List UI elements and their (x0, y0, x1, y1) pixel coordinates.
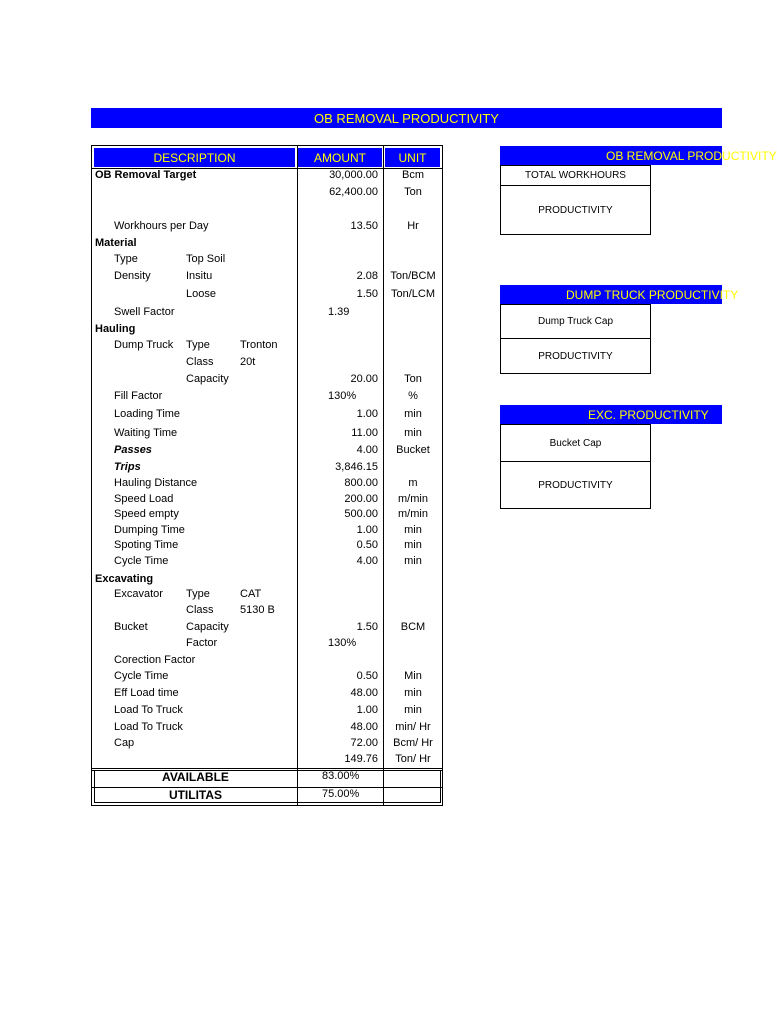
row-description: Trips (114, 461, 141, 473)
row-unit: min (404, 427, 422, 439)
row-unit: Ton/LCM (390, 288, 436, 300)
row-unit: Bcm/ Hr (393, 737, 433, 749)
row-unit: Ton/BCM (390, 270, 436, 282)
row-detail: 5130 B (240, 604, 275, 616)
row-detail: Tronton (240, 339, 278, 351)
footer-border (440, 770, 441, 803)
row-amount: 1.50 (356, 288, 378, 300)
row-unit: min (404, 555, 422, 567)
row-unit: Ton (404, 186, 422, 198)
footer-divider (92, 787, 442, 788)
row-unit: min (404, 524, 422, 536)
row-description: Excavator (114, 588, 163, 600)
row-description: Hauling Distance (114, 477, 198, 489)
row-amount: 4.00 (356, 555, 378, 567)
row-description: Loading Time (114, 408, 181, 420)
row-unit: Hr (407, 220, 419, 232)
row-amount: 30,000.00 (329, 169, 378, 181)
exc-productivity-label: PRODUCTIVITY (538, 479, 613, 491)
row-unit: Bucket (396, 444, 430, 456)
page-title: OB REMOVAL PRODUCTIVITY (91, 108, 722, 128)
row-description: Swell Factor (114, 306, 175, 318)
exc-panel (500, 424, 651, 509)
row-subdescription: Capacity (186, 621, 229, 633)
row-unit: m/min (398, 493, 428, 505)
row-amount: 1.00 (356, 524, 378, 536)
row-amount: 62,400.00 (329, 186, 378, 198)
dump-truck-panel-title: DUMP TRUCK PRODUCTIVITY (500, 285, 722, 304)
footer-amount: 75.00% (322, 788, 360, 800)
row-description: Waiting Time (114, 427, 178, 439)
row-description: Speed empty (114, 508, 179, 520)
ob-productivity-label: PRODUCTIVITY (538, 204, 613, 216)
header-description: DESCRIPTION (94, 148, 295, 167)
row-description: Fill Factor (114, 390, 163, 402)
row-amount: 130% (328, 637, 357, 649)
row-description: Excavating (95, 573, 154, 585)
row-unit: % (408, 390, 418, 402)
row-amount: 149.76 (344, 753, 378, 765)
row-description: Passes (114, 444, 152, 456)
row-description: OB Removal Target (95, 169, 197, 181)
row-detail: CAT (240, 588, 262, 600)
row-unit: Bcm (402, 169, 424, 181)
row-unit: min (404, 539, 422, 551)
footer-amount: 83.00% (322, 770, 360, 782)
row-description: Material (95, 237, 137, 249)
dump-truck-panel (500, 304, 651, 374)
row-detail: 20t (240, 356, 256, 368)
row-amount: 48.00 (350, 687, 378, 699)
row-unit: BCM (400, 621, 426, 633)
row-unit: min (404, 687, 422, 699)
row-subdescription: Loose (186, 288, 216, 300)
row-description: Bucket (114, 621, 148, 633)
row-subdescription: Capacity (186, 373, 229, 385)
row-amount: 0.50 (356, 539, 378, 551)
row-amount: 1.00 (356, 704, 378, 716)
row-description: Dump Truck (114, 339, 174, 351)
row-unit: m (408, 477, 418, 489)
row-amount: 72.00 (350, 737, 378, 749)
row-description: Cycle Time (114, 555, 169, 567)
row-description: Speed Load (114, 493, 174, 505)
row-subdescription: Class (186, 356, 214, 368)
productivity-table (91, 145, 443, 806)
row-subdescription: Type (186, 588, 210, 600)
row-subdescription: Factor (186, 637, 218, 649)
ob-panel-title: OB REMOVAL PRODUCTIVITY (500, 146, 722, 165)
header-amount: AMOUNT (298, 148, 382, 167)
row-description: Workhours per Day (114, 220, 209, 232)
row-amount: 1.39 (328, 306, 350, 318)
row-unit: min/ Hr (395, 721, 431, 733)
row-amount: 800.00 (344, 477, 378, 489)
row-subdescription: Type (186, 339, 210, 351)
row-amount: 20.00 (350, 373, 378, 385)
row-description: Cycle Time (114, 670, 169, 682)
row-description: Load To Truck (114, 721, 183, 733)
footer-border (94, 802, 440, 803)
row-amount: 130% (328, 390, 357, 402)
row-amount: 1.50 (356, 621, 378, 633)
row-unit: Ton/ Hr (395, 753, 431, 765)
row-amount: 3,846.15 (335, 461, 378, 473)
footer-divider (92, 768, 442, 769)
ob-panel (500, 165, 651, 235)
exc-panel-title: EXC. PRODUCTIVITY (500, 405, 722, 424)
row-subdescription: Class (186, 604, 214, 616)
row-unit: m/min (398, 508, 428, 520)
dump-truck-productivity-label: PRODUCTIVITY (538, 350, 613, 362)
row-description: Type (114, 253, 138, 265)
row-unit: min (404, 704, 422, 716)
footer-label: AVAILABLE (162, 770, 229, 784)
row-amount: 200.00 (344, 493, 378, 505)
row-description: Load To Truck (114, 704, 183, 716)
header-unit: UNIT (385, 148, 440, 167)
row-description: Density (114, 270, 151, 282)
row-amount: 11.00 (351, 427, 378, 439)
row-description: Dumping Time (114, 524, 185, 536)
row-amount: 4.00 (356, 444, 378, 456)
row-amount: 1.00 (356, 408, 378, 420)
row-subdescription: Insitu (186, 270, 213, 282)
row-unit: min (404, 408, 422, 420)
dump-truck-cap-label: Dump Truck Cap (537, 316, 614, 327)
row-description: Corection Factor (114, 654, 196, 666)
row-unit: Min (404, 670, 422, 682)
row-description: Cap (114, 737, 135, 749)
row-subdescription: Top Soil (186, 253, 226, 265)
row-amount: 0.50 (356, 670, 378, 682)
row-description: Spoting Time (114, 539, 179, 551)
row-amount: 13.50 (350, 220, 378, 232)
row-description: Hauling (95, 323, 136, 335)
row-amount: 2.08 (356, 270, 378, 282)
row-amount: 48.00 (350, 721, 378, 733)
row-description: Eff Load time (114, 687, 179, 699)
footer-label: UTILITAS (168, 788, 223, 802)
bucket-cap-label: Bucket Cap (549, 437, 602, 449)
total-workhours-label: TOTAL WORKHOURS (525, 170, 626, 181)
row-amount: 500.00 (344, 508, 378, 520)
row-unit: Ton (404, 373, 422, 385)
